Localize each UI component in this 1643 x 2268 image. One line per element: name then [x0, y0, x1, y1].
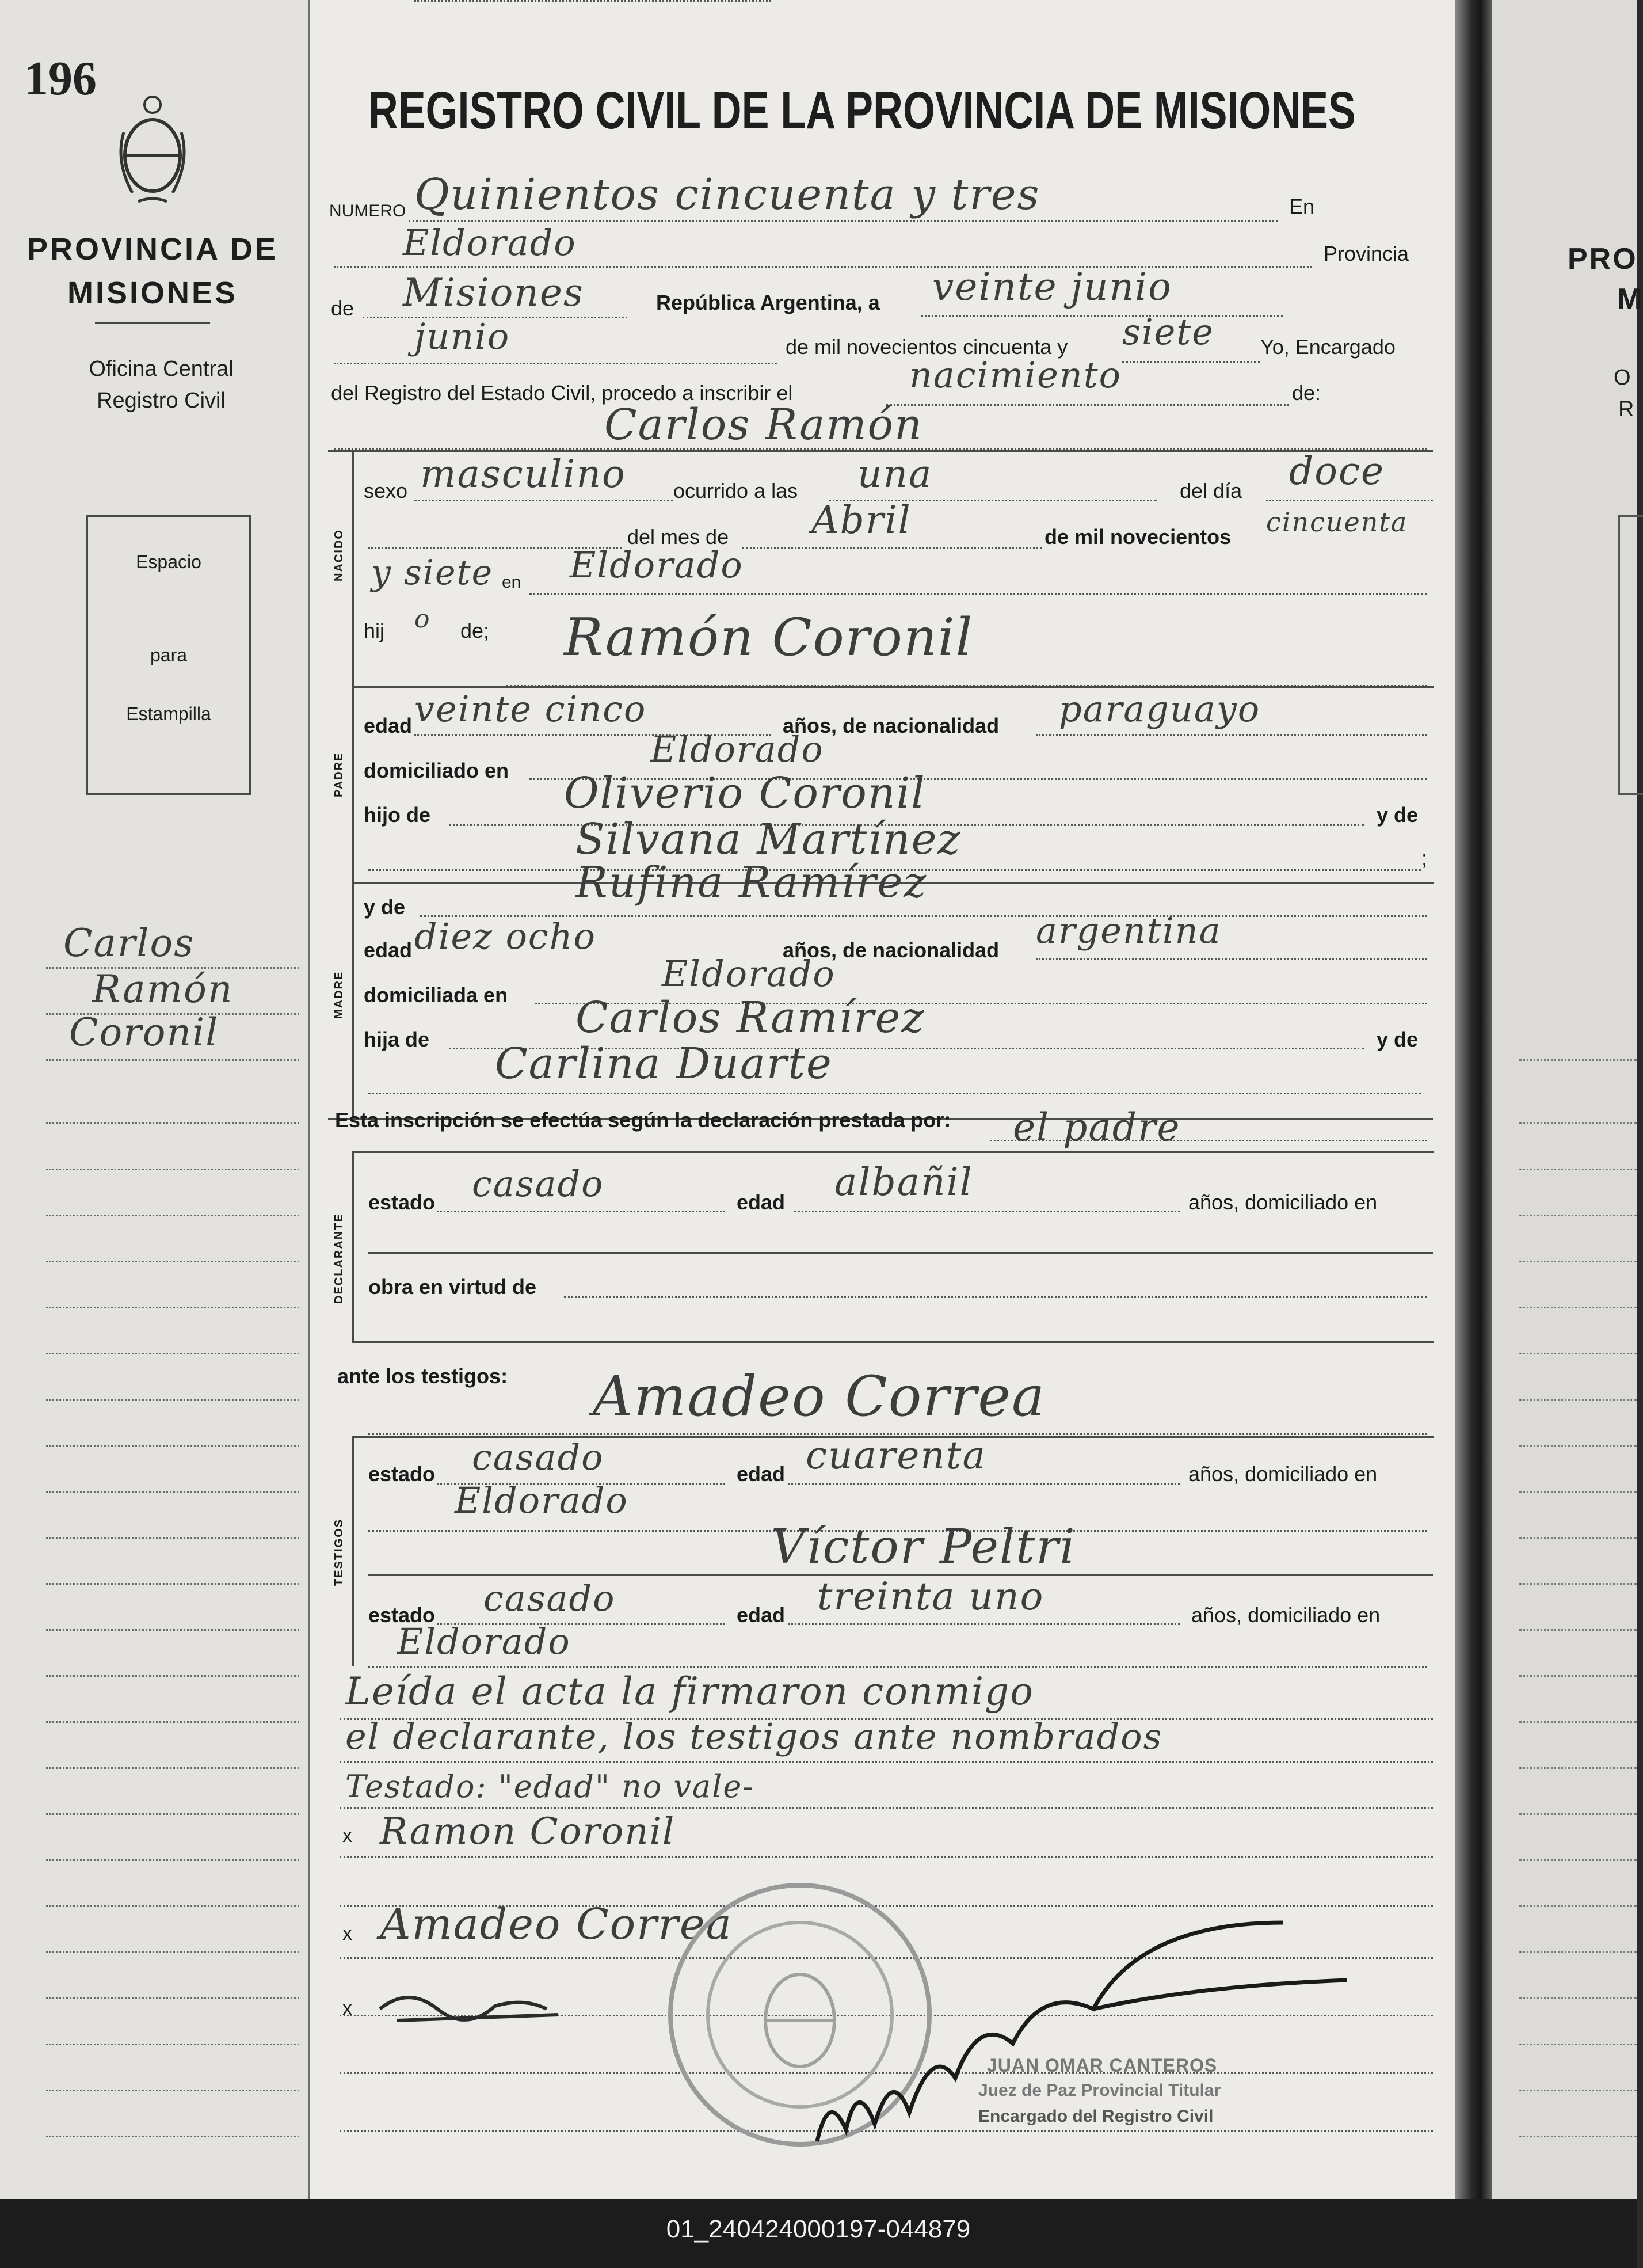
stub-ruled-line — [46, 1261, 299, 1262]
madre-nac-line — [1036, 958, 1427, 960]
next-ruled-line — [1519, 1399, 1637, 1401]
hijo-de-label: de; — [460, 619, 490, 642]
stub-office-line1: Oficina Central — [89, 357, 234, 381]
padre-left-border — [352, 686, 354, 882]
declarante-anos-label: años, domiciliado en — [1188, 1190, 1378, 1214]
t2-domicilio-line — [368, 1666, 1427, 1668]
stub-ruled-line — [46, 1215, 299, 1216]
t1-name: Amadeo Correa — [593, 1364, 1046, 1429]
month-line — [334, 363, 777, 364]
sexo-value: masculino — [420, 452, 626, 496]
next-ruled-line — [1519, 1629, 1637, 1631]
next-ruled-line — [1519, 1445, 1637, 1447]
obra-line — [564, 1296, 1427, 1298]
next-prov-fragment: PRO — [1568, 242, 1638, 276]
margin-name-line1: Carlos — [63, 921, 195, 965]
next-ruled-line — [1519, 1215, 1637, 1216]
next-ruled-line — [1519, 1767, 1637, 1769]
next-page-edge — [1492, 0, 1642, 2199]
stub-ruled-line — [46, 1307, 299, 1308]
stamp-box-line2: para — [150, 645, 188, 665]
next-ruled-line — [1519, 1675, 1637, 1677]
stub-ruled-line — [46, 2136, 299, 2137]
next-stamp-box-edge — [1618, 515, 1643, 795]
t2-edad-value: treinta uno — [817, 1574, 1044, 1619]
next-ruled-line — [1519, 1905, 1637, 1907]
padre-section-label: PADRE — [333, 752, 345, 797]
dia-line — [1266, 500, 1433, 501]
declaracion-value: el padre — [1013, 1105, 1181, 1150]
stub-ruled-line — [46, 1675, 299, 1677]
day-value: veinte junio — [932, 265, 1172, 309]
coat-of-arms-icon — [115, 92, 190, 207]
declarante-mid-rule — [368, 1252, 1433, 1254]
numero-label: NUMERO — [329, 201, 406, 220]
declaracion-label: Esta inscripción se efectúa según la declaración prestada por: — [335, 1108, 951, 1132]
madre-section-label: MADRE — [333, 971, 345, 1019]
testigos-label: ante los testigos: — [337, 1364, 508, 1388]
declarante-edad-line — [794, 1211, 1180, 1212]
stub-ruled-line — [46, 1122, 299, 1124]
sexo-line — [414, 500, 673, 501]
madre-domicilio-value: Eldorado — [662, 953, 836, 995]
next-ruled-line — [1519, 1261, 1637, 1262]
next-ruled-line — [1519, 1859, 1637, 1861]
madre-y-de-label: y de — [364, 895, 406, 919]
stamp-box-line1: Espacio — [136, 551, 201, 572]
stub-ruled-line — [46, 1859, 299, 1861]
padre-edad-value: veinte cinco — [414, 688, 647, 730]
stub-column — [0, 0, 310, 2199]
next-ruled-line — [1519, 1951, 1637, 1953]
month-value: junio — [414, 315, 510, 357]
next-ruled-line — [1519, 1122, 1637, 1124]
mes-label: del mes de — [627, 525, 729, 549]
next-ruled-line — [1519, 1169, 1637, 1170]
madre-abuela-line — [368, 1093, 1421, 1094]
next-ruled-line — [1519, 1813, 1637, 1815]
testigos-left-border — [352, 1436, 354, 1666]
stamp-box-line3: Estampilla — [126, 703, 211, 724]
declarante-estado-value: casado — [472, 1163, 604, 1205]
padre-domicilio-label: domiciliado en — [364, 759, 509, 782]
declarante-estado-label: estado — [368, 1190, 436, 1214]
republica-label: República Argentina, a — [656, 291, 880, 314]
anio-value-2: y siete — [371, 553, 494, 593]
t2-estado-value: casado — [483, 1577, 616, 1619]
signature-amadeo-correa: Amadeo Correa — [380, 1900, 733, 1949]
closing-line3: Testado: "edad" no vale- — [345, 1768, 754, 1805]
closing-line-3 — [340, 1807, 1433, 1809]
t2-name: Víctor Peltri — [771, 1520, 1076, 1574]
t2-anos-label: años, domiciliado en — [1191, 1603, 1381, 1627]
stub-ruled-line — [46, 1491, 299, 1493]
madre-abuela-value: Carlina Duarte — [495, 1039, 833, 1089]
next-ruled-line — [1519, 1059, 1637, 1061]
signature-scribble-witness — [374, 1974, 581, 2038]
mil-label: de mil novecientos cincuenta y — [786, 335, 1068, 359]
next-ruled-line — [1519, 1353, 1637, 1354]
declarante-top-border — [352, 1151, 1434, 1153]
stub-ruled-line — [46, 1721, 299, 1723]
t2-edad-label: edad — [737, 1603, 786, 1627]
hora-value: una — [857, 452, 933, 496]
stub-ruled-line — [46, 2090, 299, 2091]
t1-estado-value: casado — [472, 1436, 604, 1478]
padre-semicolon: ; — [1421, 846, 1428, 870]
stub-ruled-line — [46, 1353, 299, 1354]
madre-left-border — [352, 882, 354, 1118]
lugar-line — [529, 593, 1427, 595]
margin-name-line3: Coronil — [69, 1010, 219, 1055]
stub-ruled-line — [46, 2044, 299, 2045]
stamp-box — [86, 515, 251, 795]
stub-ruled-line — [46, 1059, 299, 1061]
next-of-fragment: O — [1614, 366, 1631, 390]
stub-ruled-line — [46, 1767, 299, 1769]
mes-value: Abril — [811, 498, 912, 542]
year-line — [1122, 361, 1260, 363]
next-ruled-line — [1519, 1583, 1637, 1585]
stub-ruled-line — [46, 1445, 299, 1447]
t2-domicilio: Eldorado — [397, 1620, 571, 1662]
declarante-estado-line — [437, 1211, 725, 1212]
padre-nac-line — [1036, 734, 1427, 736]
de2-label: de: — [1292, 381, 1321, 405]
stub-ruled-line — [46, 1537, 299, 1539]
province-value: Misiones — [403, 271, 584, 315]
de-label: de — [331, 296, 354, 320]
stub-ruled-line — [46, 1399, 299, 1401]
act-value: nacimiento — [909, 354, 1122, 396]
declarante-edad-label: edad — [737, 1190, 786, 1214]
padre-edad-label: edad — [364, 714, 413, 737]
next-ruled-line — [1519, 1997, 1637, 1999]
madre-abuelo-value: Carlos Ramírez — [575, 993, 925, 1042]
footer-id: 01_240424000197-044879 — [666, 2215, 971, 2243]
padre-name: Ramón Coronil — [564, 607, 974, 668]
stub-ruled-line — [46, 1997, 299, 1999]
testigos-section-label: TESTIGOS — [333, 1518, 345, 1586]
padre-abuela-value: Silvana Martínez — [575, 815, 962, 864]
x-mark-3: x — [342, 1997, 352, 2019]
stub-ruled-line — [46, 1629, 299, 1631]
stamp-line2: Juez de Paz Provincial Titular — [978, 2081, 1221, 2100]
lugar-value: Eldorado — [570, 544, 744, 586]
padre-anos-label: años, de nacionalidad — [783, 714, 1000, 737]
en-label: En — [1289, 195, 1315, 218]
stub-divider — [95, 322, 210, 324]
page-number: 196 — [24, 52, 97, 105]
closing-line-2 — [340, 1761, 1433, 1763]
next-ruled-line — [1519, 2044, 1637, 2045]
numero-value: Quinientos cincuenta y tres — [414, 170, 1040, 219]
madre-y-de2-label: y de — [1377, 1028, 1419, 1051]
anio-value: cincuenta — [1266, 507, 1408, 538]
next-m-fragment: M — [1617, 283, 1642, 316]
next-ruled-line — [1519, 2090, 1637, 2091]
nacido-section-label: NACIDO — [333, 529, 345, 581]
obra-label: obra en virtud de — [368, 1275, 537, 1299]
mil-novecientos-label: de mil novecientos — [1044, 525, 1232, 549]
closing-line2: el declarante, los testigos ante nombrados — [345, 1715, 1163, 1757]
madre-nacionalidad-value: argentina — [1036, 910, 1222, 952]
madre-domicilio-label: domiciliada en — [364, 983, 508, 1007]
madre-edad-label: edad — [364, 938, 413, 962]
child-name: Carlos Ramón — [604, 400, 923, 450]
closing-line1: Leída el acta la firmaron conmigo — [345, 1669, 1034, 1714]
stamp-line1: JUAN OMAR CANTEROS — [987, 2055, 1218, 2076]
stub-ruled-line — [46, 1951, 299, 1953]
act-line — [886, 404, 1289, 406]
stub-ruled-line — [46, 1013, 299, 1015]
next-ruled-line — [1519, 1721, 1637, 1723]
dia-value: doce — [1289, 449, 1385, 493]
madre-edad-value: diez ocho — [414, 915, 596, 957]
madre-anos-label: años, de nacionalidad — [783, 938, 1000, 962]
signature-ramon-coronil: Ramon Coronil — [380, 1810, 676, 1853]
scan-footer — [0, 2199, 1637, 2268]
dia-label: del día — [1180, 479, 1242, 503]
t1-edad-value: cuarenta — [806, 1433, 986, 1478]
t1-anos-label: años, domiciliado en — [1188, 1462, 1378, 1486]
padre-y-de-label: y de — [1377, 803, 1419, 827]
t2-estado-label: estado — [368, 1603, 436, 1627]
declarante-left-border — [352, 1151, 354, 1341]
declarante-edad-value: albañil — [834, 1160, 973, 1204]
form-title: REGISTRO CIVIL DE LA PROVINCIA DE MISIONES — [368, 81, 1356, 140]
margin-name-line2: Ramón — [92, 967, 234, 1011]
next-ruled-line — [1519, 1491, 1637, 1493]
next-ruled-line — [1519, 2136, 1637, 2137]
padre-domicilio-value: Eldorado — [650, 728, 824, 770]
t1-estado-label: estado — [368, 1462, 436, 1486]
hijo-suffix: o — [414, 604, 431, 634]
x-mark-2: x — [342, 1923, 352, 1944]
ocurrido-label: ocurrido a las — [673, 479, 798, 503]
padre-nacionalidad-value: paraguayo — [1059, 688, 1261, 730]
stub-ruled-line — [46, 967, 299, 969]
stub-ruled-line — [46, 1905, 299, 1907]
stub-ruled-line — [46, 1583, 299, 1585]
madre-hija-de-label: hija de — [364, 1028, 430, 1051]
closing-line-4 — [340, 1856, 1433, 1858]
t1-edad-line — [788, 1483, 1180, 1485]
madre-edad-line — [414, 0, 771, 2]
stub-office-line2: Registro Civil — [97, 389, 226, 413]
binding-gutter — [1455, 0, 1492, 2199]
en-nacido-label: en — [502, 573, 521, 592]
provincia-label: Provincia — [1324, 242, 1409, 265]
next-ruled-line — [1519, 1537, 1637, 1539]
year-value: siete — [1122, 311, 1214, 353]
t1-domicilio: Eldorado — [455, 1479, 628, 1521]
t2-edad-line — [788, 1623, 1180, 1625]
hijo-label: hij — [364, 619, 385, 642]
stub-province: PROVINCIA DE MISIONES — [26, 232, 279, 310]
sexo-label: sexo — [364, 479, 408, 503]
declarante-bottom-border — [352, 1341, 1434, 1343]
nacido-left-border — [352, 450, 354, 686]
next-r-fragment: R — [1618, 397, 1634, 421]
padre-hijo-de-label: hijo de — [364, 803, 430, 827]
next-ruled-line — [1519, 1307, 1637, 1308]
stub-ruled-line — [46, 1813, 299, 1815]
stamp-line3: Encargado del Registro Civil — [978, 2107, 1214, 2126]
mes-line — [742, 547, 1042, 549]
madre-name: Rufina Ramírez — [575, 858, 928, 907]
stub-ruled-line — [46, 1169, 299, 1170]
padre-abuelo-value: Oliverio Coronil — [564, 768, 926, 818]
x-mark-1: x — [342, 1825, 352, 1847]
place-value: Eldorado — [403, 222, 577, 264]
registro-label: del Registro del Estado Civil, procedo a inscribir el — [331, 381, 793, 405]
t1-edad-label: edad — [737, 1462, 786, 1486]
yo-label: Yo, Encargado — [1260, 335, 1396, 359]
day-line — [921, 315, 1283, 317]
declarante-section-label: DECLARANTE — [333, 1213, 345, 1304]
